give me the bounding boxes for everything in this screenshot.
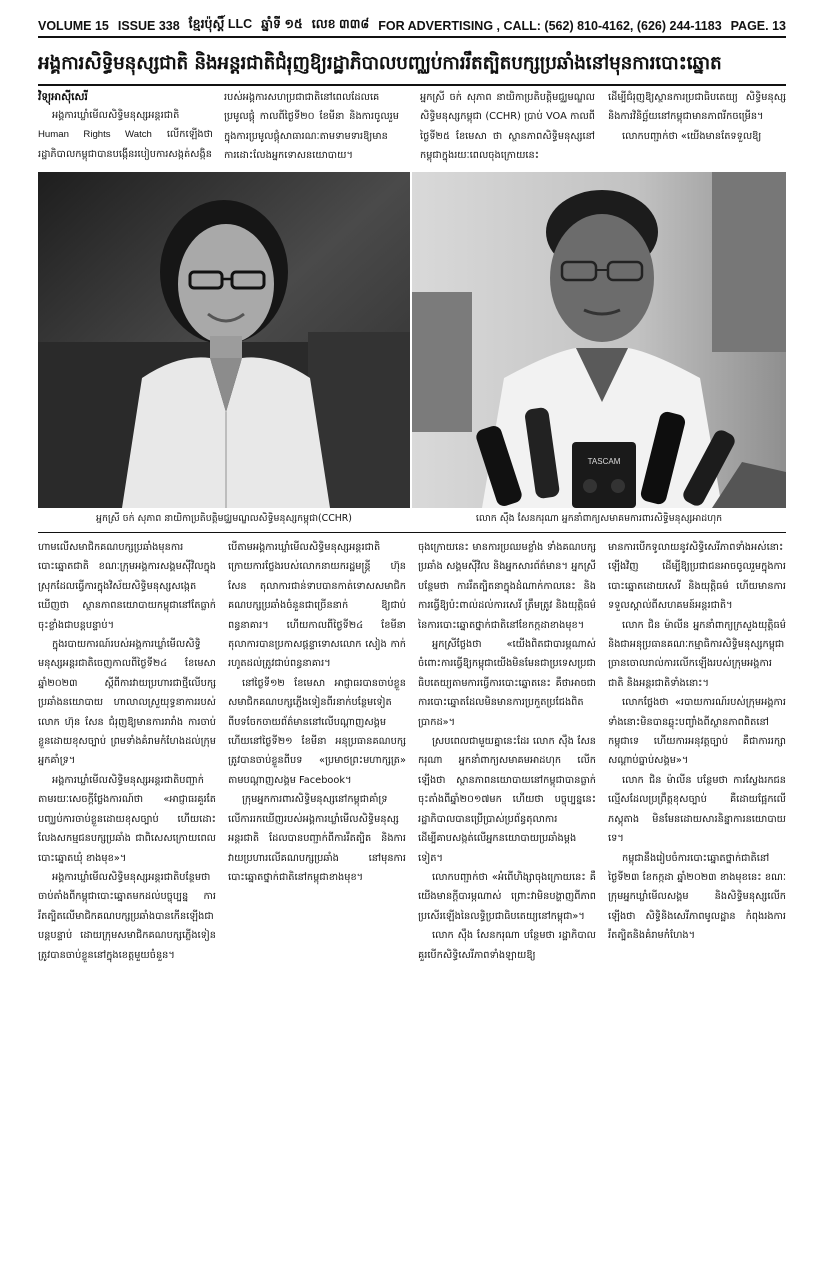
body-paragraph: ហាមលើសមាជិកគណបក្សប្រឆាំងមុនការបោះឆ្នោតជាតិ ខណៈក្រុមអង្គការសង្គមស៊ីវិលក្នុងស្រុកដែលធ្វើការក្នុងវិស័យសិទ្ធិមនុស្សសង្កេតឃើញថា ស្ថានភាពនយោបាយកម្ពុជានៅតែធ្លាក់ចុះខ្លាំងជាបន្តបន្ទាប់។: [38, 542, 216, 631]
mic-brand-label: TASCAM: [587, 457, 621, 466]
page-number: PAGE. 13: [730, 19, 786, 33]
body-paragraph: បើតាមអង្គការឃ្លាំមើលសិទ្ធិមនុស្សអន្តរជាតិ ក្រោយការថ្លែងរបស់លោកនាយករដ្ឋមន្ត្រី ហ៊ុន សែន តុលាការជាន់ទាបបានកាត់ទោសសមាជិកគណបក្សប្រឆាំងចំនួនជាច្រើននាក់ ឱ្យជាប់ពន្ធនាគារ។ ហើយកាលពីថ្ងៃទី២៤ ខែមីនា តុលាការបានប្រកាសផ្ដន្ទាទោសលោក សៀង កាក់ រហូតដល់ត្រូវជាប់ពន្ធនាគារ។: [228, 542, 406, 670]
headline-rule: [38, 84, 786, 86]
caption-rule: [38, 532, 786, 533]
body-paragraph: នៅថ្ងៃទី១២ ខែមេសា អាជ្ញាធរបានចាប់ខ្លួនសមាជិកគណបក្សភ្លើងទៀនពីរនាក់បន្ថែមទៀត ពីបទចែកចាយព័ត៌មាននៅលើបណ្ដាញសង្គម ហើយនៅថ្ងៃទី២១ ខែមីនា អនុប្រធានគណបក្សត្រូវបានចាប់ខ្លួនពីបទ «ប្រមាថព្រះមហាក្សត្រ» តាមបណ្ដាញសង្គម Facebook។: [228, 677, 406, 786]
issue-kh-label: លេខ ៣៣៨: [311, 17, 370, 31]
body-paragraph: ក្រុមអ្នកការពារសិទ្ធិមនុស្សនៅកម្ពុជាគាំទ្រលើការរកឃើញរបស់អង្គការឃ្លាំមើលសិទ្ធិមនុស្សអន្តរជាតិ ដែលបានបញ្ជាក់ពីការរឹតត្បិត និងការវាយប្រហារលើគណបក្សប្រឆាំង នៅមុនការបោះឆ្នោតថ្នាក់ជាតិនៅកម្ពុជាខាងមុខ។: [228, 794, 406, 883]
body-paragraph: លោកថ្លែងថា «របាយការណ៍របស់ក្រុមអង្គការទាំងនោះមិនបានឆ្លុះបញ្ចាំងពីស្ថានភាពពិតនៅកម្ពុជាទេ ហើយការអនុវត្តច្បាប់ គឺជាការរក្សាសណ្ដាប់ធ្នាប់សង្គម»។: [608, 697, 786, 767]
body-paragraph: អង្គការឃ្លាំមើលសិទ្ធិមនុស្សអន្តរជាតិបញ្ជាក់តាមរយៈសេចក្ដីថ្លែងការណ៍ថា «អាជ្ញាធរគួរតែបញ្ឈប់ការចាប់ខ្លួនដោយខុសច្បាប់ ហើយដោះលែងសកម្មជនបក្សប្រឆាំង ជាពិសេសក្រោយពេលបោះឆ្នោតឃុំ ខាងមុខ»។: [38, 774, 216, 864]
body-paragraph: លោក ស៊ឹង សែនករុណា បន្ថែមថា រដ្ឋាភិបាលគួរបើកសិទ្ធិសេរីភាពទាំងឡាយឱ្យ: [418, 930, 596, 961]
body-paragraph: ចុងក្រោយនេះ មានការប្រឈមខ្លាំង ទាំងគណបក្សប្រឆាំង សង្គមស៊ីវិល និងអ្នកសារព័ត៌មាន។ អ្នកស្រីបន្ថែមថា ការរឹតត្បិតនាក្នុងដំណាក់កាលនេះ និងការធ្វើឱ្យប៉ះពាល់ដល់ការសេរី ត្រឹមត្រូវ និងយុត្តិធម៌នៃការបោះឆ្នោតថ្នាក់ជាតិនៅខែកក្កដាខាងមុខ។: [418, 542, 596, 631]
body-column-1: [38, 538, 216, 1256]
byline: វិទ្យុអាស៊ីសេរី: [38, 91, 88, 103]
body-paragraph: មានការបើកទូលាយនូវសិទ្ធិសេរីភាពទាំងអស់នោះឡើងវិញ ដើម្បីឱ្យប្រជាជនអាចចូលរួមក្នុងការបោះឆ្នោតដោយសេរី និងយុត្តិធម៌ ហើយមានការទទួលស្គាល់ពីសហគមន៍អន្តរជាតិ។: [608, 542, 786, 612]
brand-label: ខ្មែរប៉ុស្ដិ៍ LLC: [188, 17, 253, 31]
top-col4-text-2: លោកបញ្ជាក់ថា «យើងមានតែទទួលឱ្យ: [622, 130, 762, 142]
issue-label: ISSUE 338: [117, 19, 180, 33]
advert-label: FOR ADVERTISING , CALL: (562) 810-4162, (626) 244-1183: [378, 19, 722, 33]
top-col2-text: របស់អង្គការសហប្រជាជាតិនៅពេលដែលគេប្រមូលផ្ដុំ កាលពីថ្ងៃទី២០ ខែមីនា និងការចូលរួមក្នុងការប្រមូលផ្ដុំសាធារណៈតាមទាមទារឱ្យមានការដោះលែងអ្នកទោសនយោបាយ។: [224, 92, 399, 162]
body-paragraph: លោកបញ្ជាក់ថា «អំពើហិង្សាចុងក្រោយនេះ គឺយើងមានក្ដីបារម្ភណាស់ ព្រោះវាមិនបង្ហាញពីភាពប្រសើរឡើងនៃលទ្ធិប្រជាធិបតេយ្យនៅកម្ពុជា»។: [418, 871, 596, 922]
right-photo-caption: លោក ស៊ឹង សែនករុណា អ្នកនាំពាក្យសមាគមការពារសិទ្ធិមនុស្សអាដហុក: [475, 513, 723, 524]
portrait-woman-image: [38, 172, 410, 508]
portrait-man-image: [412, 172, 786, 508]
masthead-bar: [38, 18, 786, 38]
body-column-2: [228, 538, 406, 1256]
article-headline: អង្គការសិទ្ធិមនុស្សជាតិ និងអន្តរជាតិជំរុញឱ្យរដ្ឋាភិបាលបញ្ឈប់ការរឹតត្បិតបក្សប្រឆាំងនៅមុនការបោះឆ្នោត: [38, 53, 722, 74]
body-paragraph: កម្ពុជានឹងរៀបចំការបោះឆ្នោតថ្នាក់ជាតិនៅថ្ងៃទី២៣ ខែកក្កដា ឆ្នាំ២០២៣ ខាងមុខនេះ ខណៈក្រុមអ្នកឃ្លាំមើលសង្គម និងសិទ្ធិមនុស្សលើកឡើងថា សិទ្ធិនិងសេរីភាពមូលដ្ឋាន កំពុងរងការរឹតត្បិតនិងគំរាមកំហែង។: [608, 852, 786, 942]
top-column-3: [420, 88, 595, 168]
year-kh-label: ឆ្នាំទី ១៥: [261, 17, 303, 31]
body-paragraph: លោក ជិន ម៉ាលីន បន្ថែមថា ការស្វែងរកជនល្មើសដែលប្រព្រឹត្តខុសច្បាប់ គឺដោយផ្អែកលើភស្តុតាង មិនមែនដោយសារនិន្នាការនយោបាយទេ។: [608, 774, 786, 845]
top-column-1: [38, 88, 213, 168]
photo-soeng-senkaruna: [412, 172, 786, 508]
body-paragraph: អ្នកស្រីថ្លែងថា «យើងពិតជាបារម្ភណាស់ ចំពោះការធ្វើឱ្យកម្ពុជាយើងមិនមែនជាប្រទេសប្រជាធិបតេយ្យតាមការធ្វើការបោះឆ្នោតនេះ គឺថាអាចជាការបោះឆ្នោតដែលមិនមានការប្រកួតប្រជែងពិតប្រាកដ»។: [418, 639, 596, 728]
top-col3-text: អ្នកស្រី ចក់ សុភាព នាយិកាប្រតិបត្តិមជ្ឈមណ្ឌលសិទ្ធិមនុស្សកម្ពុជា (CCHR) ប្រាប់ VOA កាលពីថ្ងៃទី២៥ ខែមេសា ថា ស្ថានភាពសិទ្ធិមនុស្សនៅកម្ពុជាក្នុងរយៈពេលចុងក្រោយនេះ: [420, 92, 595, 162]
left-photo-caption: អ្នកស្រី ចក់ សុភាព នាយិកាប្រតិបត្តិមជ្ឈមណ្ឌលសិទ្ធិមនុស្សកម្ពុជា(CCHR): [96, 513, 352, 524]
body-paragraph: ស្របពេលជាមួយគ្នានេះដែរ លោក ស៊ឹង សែនករុណា អ្នកនាំពាក្យសមាគមអាដហុក លើកឡើងថា ស្ថានភាពនយោបាយនៅកម្ពុជាបានធ្លាក់ចុះតាំងពីឆ្នាំ២០១៧មក ហើយថា បច្ចុប្បន្ននេះ រដ្ឋាភិបាលបានប្រើប្រាស់ប្រព័ន្ធតុលាការ ដើម្បីគាបសង្កត់លើអ្នកនយោបាយប្រឆាំងម្ដងទៀត។: [418, 736, 596, 864]
top-column-2: [224, 88, 399, 168]
top-col4-text: ដើម្បីជំរុញឱ្យស្ថានការប្រជាធិបតេយ្យ សិទ្ធិមនុស្ស និងការវិនិច្ឆ័យនៅកម្ពុជាមានភាពរីកចម្រើន។: [608, 92, 786, 123]
hrw-name: Human Rights Watch: [38, 129, 152, 141]
top-col1-text: អង្គការឃ្លាំមើលសិទ្ធិមនុស្សអន្តរជាតិ Human Rights Watch លើកឡើងថា រដ្ឋាភិបាលកម្ពុជាបានបង្កើនរបៀបការសង្កត់សង្កិន: [38, 110, 213, 160]
volume-label: VOLUME 15: [38, 19, 109, 33]
body-paragraph: លោក ជិន ម៉ាលីន អ្នកនាំពាក្យក្រសួងយុត្តិធម៌ និងជាអនុប្រធានគណៈកម្មាធិការសិទ្ធិមនុស្សកម្ពុជា ច្រានចោលរាល់ការលើកឡើងរបស់ក្រុមអង្គការជាតិ និងអន្តរជាតិទាំងនោះ។: [608, 619, 786, 689]
body-column-3: [418, 538, 596, 1256]
body-column-4: [608, 538, 786, 1256]
body-paragraph: ក្នុងរបាយការណ៍របស់អង្គការឃ្លាំមើលសិទ្ធិមនុស្សអន្តរជាតិចេញកាលពីថ្ងៃទី២៤ ខែមេសា ឆ្នាំ២០២៣ ស្ដីពីការវាយប្រហារជាថ្មីលើបក្សប្រឆាំងនយោបាយ ហាលាលស្រួយុទ្ធនាការរបស់លោក ហ៊ុន សែន ជំរុញឱ្យមានការរារាំង ការចាប់ខ្លួនដោយខុសច្បាប់ ព្រមទាំងគំរាមកំហែងដល់ក្រុមអ្នកគាំទ្រ។: [38, 639, 216, 767]
body-paragraph: អង្គការឃ្លាំមើលសិទ្ធិមនុស្សអន្តរជាតិបន្ថែមថា ចាប់តាំងពីកម្ពុជាបោះឆ្នោតមកដល់បច្ចុប្បន្ន ការរឹតត្បិតលើមាជិកគណបក្សប្រឆាំងបានកើនឡើងជាបន្តបន្ទាប់ ដោយក្រុមសមាជិកគណបក្សភ្លើងទៀនត្រូវបានចាប់ខ្លួននៅក្នុងខេត្តមួយចំនួន។: [38, 871, 216, 961]
photo-chak-sopheap: [38, 172, 410, 508]
top-column-4: [608, 88, 786, 168]
